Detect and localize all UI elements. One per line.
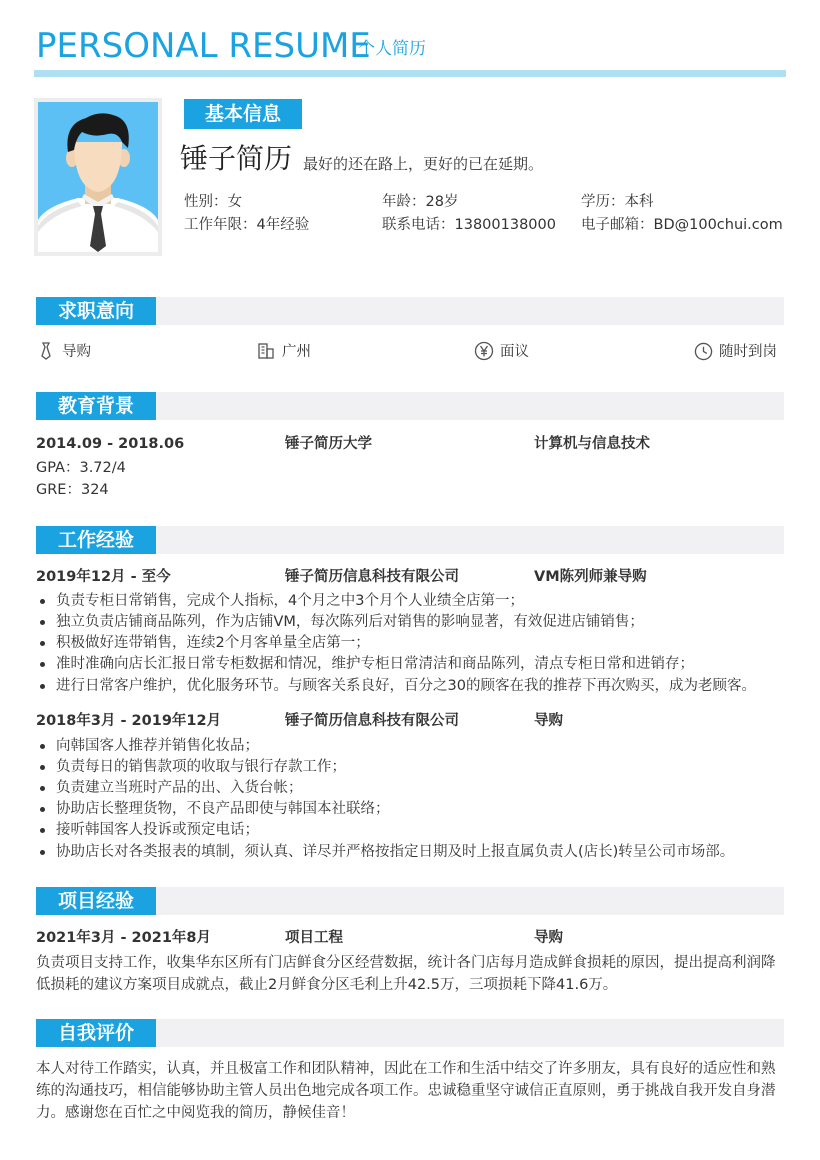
job-duty: 向韩国客人推荐并销售化妆品； bbox=[56, 738, 259, 754]
bullet-marker bbox=[40, 807, 45, 812]
project-section-tag: 项目经验 bbox=[36, 887, 156, 915]
job-duty: 独立负责店铺商品陈列，作为店铺VM，每次陈列后对销售的影响显著，有效促进店铺销售； bbox=[56, 614, 644, 630]
job-duty: 接听韩国客人投诉或预定电话； bbox=[56, 822, 259, 838]
job-company: 锤子简历信息科技有限公司 bbox=[285, 713, 459, 729]
work-years-field: 工作年限：4年经验 bbox=[184, 217, 310, 233]
job-duty: 负责专柜日常销售，完成个人指标，4个月之中3个月个人业绩全店第一； bbox=[56, 593, 524, 609]
education-period: 2014.09 - 2018.06 bbox=[36, 436, 185, 452]
education-school: 锤子简历大学 bbox=[285, 436, 372, 452]
intent-availability: 随时到岗 bbox=[719, 344, 777, 360]
job-duty: 负责每日的销售款项的收取与银行存款工作； bbox=[56, 759, 346, 775]
education-major: 计算机与信息技术 bbox=[534, 436, 650, 452]
basic-info-tag: 基本信息 bbox=[184, 99, 302, 129]
job-duty: 协助店长对各类报表的填制，须认真、详尽并严格按指定日期及时上报直属负责人(店长)转呈公司市场部。 bbox=[56, 844, 735, 860]
project-period: 2021年3月 - 2021年8月 bbox=[36, 930, 212, 946]
candidate-name: 锤子简历 bbox=[180, 142, 293, 175]
job-role: VM陈列师兼导购 bbox=[534, 569, 647, 585]
job-period: 2019年12月 - 至今 bbox=[36, 569, 171, 585]
education-gpa: GPA：3.72/4 bbox=[36, 460, 126, 476]
education-gre: GRE：324 bbox=[36, 482, 109, 498]
bullet-marker bbox=[40, 684, 45, 689]
self-eval-section-tag: 自我评价 bbox=[36, 1019, 156, 1047]
bullet-marker bbox=[40, 599, 45, 604]
resume-title: PERSONAL RESUME bbox=[36, 26, 371, 66]
clock-icon bbox=[694, 342, 713, 361]
intent-section-tag: 求职意向 bbox=[36, 297, 156, 325]
phone-field: 联系电话：13800138000 bbox=[382, 217, 556, 233]
resume-subtitle: 个人简历 bbox=[358, 39, 426, 59]
education-section-tag: 教育背景 bbox=[36, 392, 156, 420]
job-duty: 积极做好连带销售，连续2个月客单量全店第一； bbox=[56, 635, 370, 651]
bullet-marker bbox=[40, 850, 45, 855]
gender-field: 性别：女 bbox=[184, 194, 242, 210]
intent-salary: 面议 bbox=[500, 344, 529, 360]
job-role: 导购 bbox=[534, 713, 563, 729]
job-duty: 准时准确向店长汇报日常专柜数据和情况，维护专柜日常清洁和商品陈列，清点专柜日常和进销存； bbox=[56, 656, 694, 672]
work-section-tag: 工作经验 bbox=[36, 526, 156, 554]
avatar bbox=[38, 102, 158, 252]
project-description: 负责项目支持工作，收集华东区所有门店鲜食分区经营数据，统计各门店每月造成鲜食损耗的原因，提出提高利润降低损耗的建议方案项目成就点，截止2月鲜食分区毛利上升42.5万，三项损耗下降41.6万。 bbox=[36, 955, 776, 993]
bullet-marker bbox=[40, 765, 45, 770]
bullet-marker bbox=[40, 620, 45, 625]
bullet-marker bbox=[40, 662, 45, 667]
project-role: 导购 bbox=[534, 930, 563, 946]
bullet-marker bbox=[40, 744, 45, 749]
job-duty: 进行日常客户维护，优化服务环节。与顾客关系良好，百分之30的顾客在我的推荐下再次购买，成为老顾客。 bbox=[56, 678, 756, 694]
bullet-marker bbox=[40, 641, 45, 646]
job-company: 锤子简历信息科技有限公司 bbox=[285, 569, 459, 585]
bullet-marker bbox=[40, 786, 45, 791]
bullet-marker bbox=[40, 828, 45, 833]
tie-icon bbox=[38, 342, 54, 360]
intent-position: 导购 bbox=[62, 344, 91, 360]
motto: 最好的还在路上，更好的已在延期。 bbox=[303, 155, 544, 173]
job-duty: 协助店长整理货物，不良产品即使与韩国本社联络； bbox=[56, 801, 390, 817]
age-field: 年龄：28岁 bbox=[382, 194, 459, 210]
header-divider bbox=[34, 70, 786, 77]
project-name: 项目工程 bbox=[285, 930, 343, 946]
job-duty: 负责建立当班时产品的出、入货台帐； bbox=[56, 780, 303, 796]
self-eval-description: 本人对待工作踏实，认真，并且极富工作和团队精神，因此在工作和生活中结交了许多朋友，具有良好的适应性和熟练的沟通技巧，相信能够协助主管人员出色地完成各项工作。忠诚稳重坚守诚信正直原则，勇于挑战自我开发自身潜力。感谢您在百忙之中阅览我的简历，静候佳音！ bbox=[36, 1061, 776, 1121]
education-level-field: 学历：本科 bbox=[581, 194, 654, 210]
building-icon bbox=[257, 342, 275, 360]
intent-city: 广州 bbox=[282, 344, 311, 360]
job-period: 2018年3月 - 2019年12月 bbox=[36, 713, 222, 729]
avatar-illustration-icon bbox=[38, 102, 158, 252]
email-field: 电子邮箱：BD@100chui.com bbox=[581, 217, 783, 233]
yen-icon bbox=[474, 341, 494, 361]
